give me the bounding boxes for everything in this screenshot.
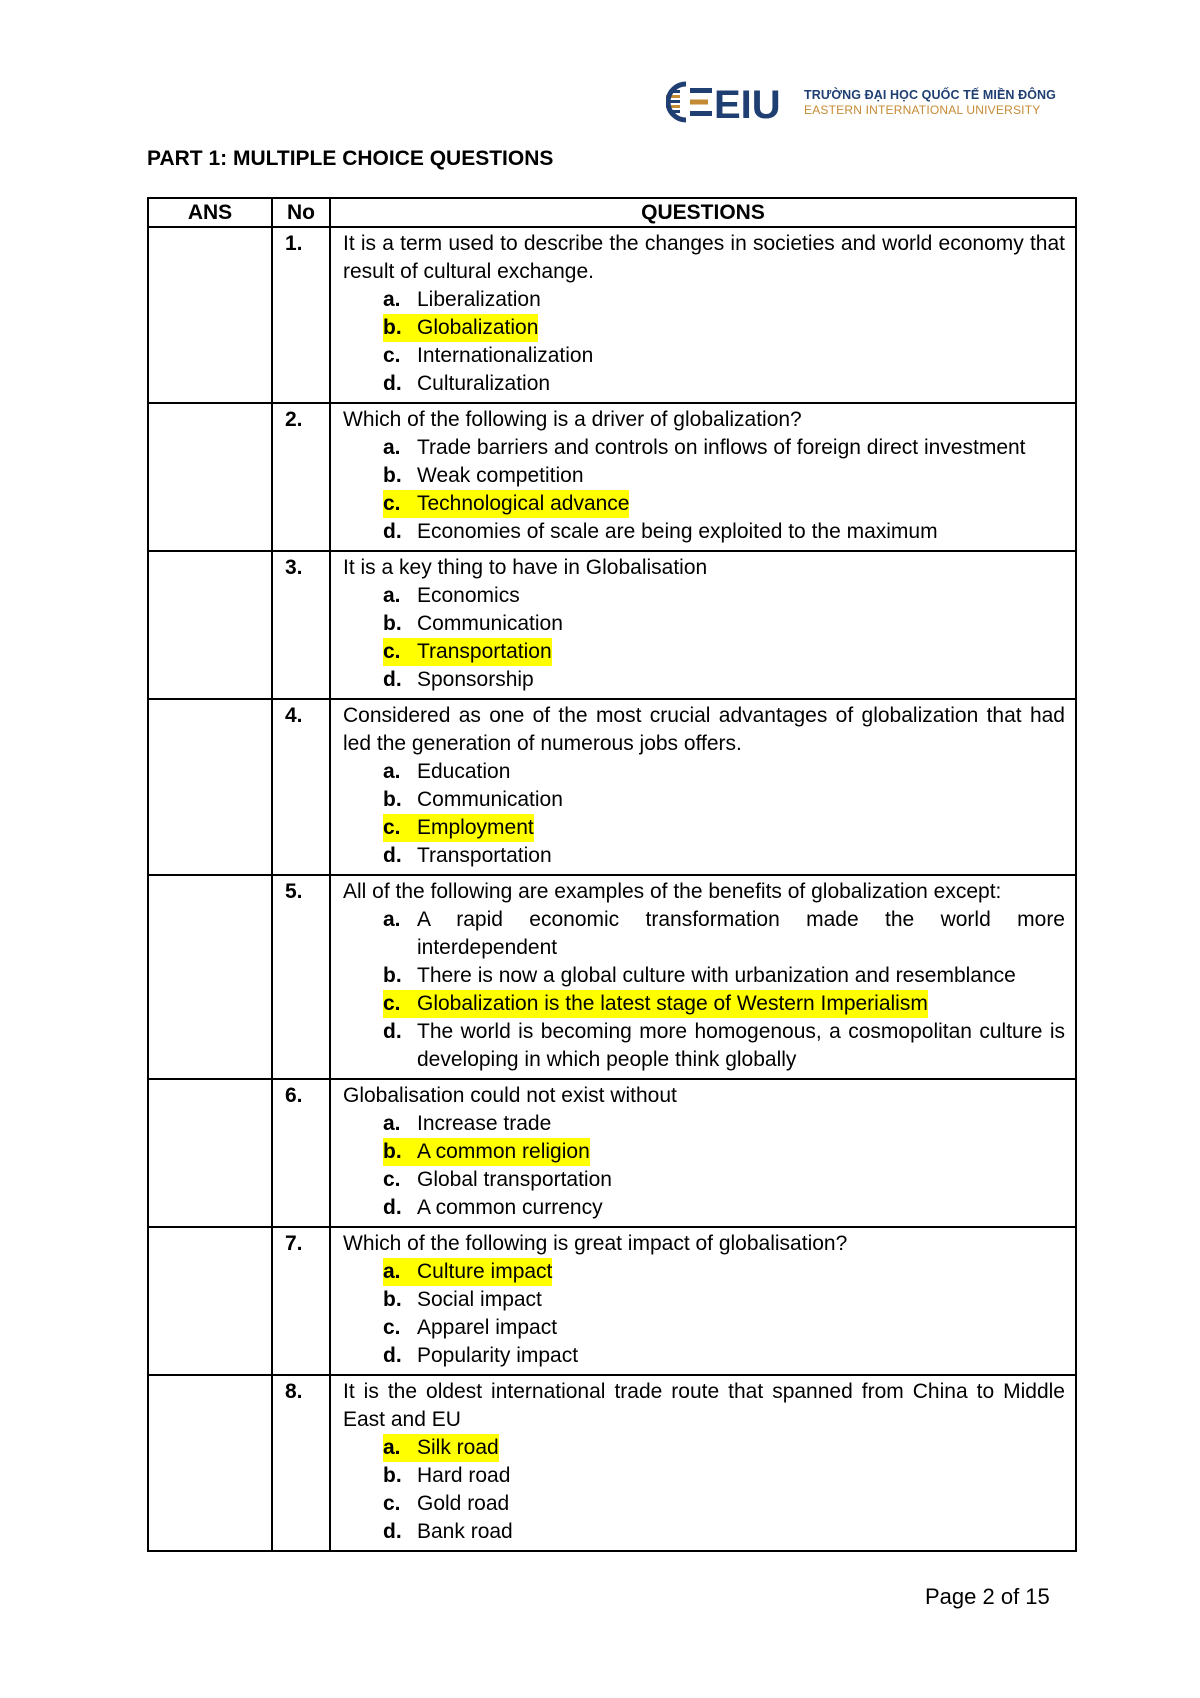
option-item — [383, 342, 1065, 370]
option-text: Social impact — [417, 1288, 542, 1311]
option-list — [343, 1110, 1065, 1222]
question-cell — [330, 1375, 1076, 1551]
option-text: Culture impact — [417, 1258, 552, 1286]
answer-cell — [148, 403, 272, 551]
question-stem: Which of the following is great impact of globalisation? — [343, 1232, 848, 1255]
part-title: PART 1: MULTIPLE CHOICE QUESTIONS — [147, 147, 554, 170]
option-item — [383, 1462, 1065, 1490]
answer-cell — [148, 699, 272, 875]
question-stem: It is a key thing to have in Globalisation — [343, 556, 708, 579]
option-item — [383, 286, 1065, 314]
question-number: 8. — [272, 1375, 330, 1551]
option-letter: d. — [383, 668, 402, 691]
option-text: Communication — [417, 612, 563, 635]
option-item — [383, 1018, 1065, 1074]
option-letter: a. — [383, 1112, 401, 1135]
option-item — [383, 906, 1065, 962]
option-text: Bank road — [417, 1520, 513, 1543]
option-item — [383, 1518, 1065, 1546]
option-text: A common religion — [417, 1138, 590, 1166]
option-letter: c. — [383, 1168, 401, 1191]
table-row — [148, 875, 1076, 1079]
option-letter: b. — [383, 964, 402, 987]
option-text: Internationalization — [417, 344, 594, 367]
option-letter: b. — [383, 612, 402, 635]
table-row — [148, 699, 1076, 875]
option-list — [343, 758, 1065, 870]
table-row — [148, 227, 1076, 403]
option-list — [343, 1434, 1065, 1546]
table-row — [148, 403, 1076, 551]
correct-option — [383, 1434, 1065, 1462]
answer-cell — [148, 1079, 272, 1227]
university-logo — [666, 80, 1056, 124]
option-list — [343, 434, 1065, 546]
option-letter: c. — [383, 638, 417, 666]
option-text: Communication — [417, 788, 563, 811]
option-letter: d. — [383, 1020, 402, 1043]
question-number: 1. — [272, 227, 330, 403]
option-letter: a. — [383, 288, 401, 311]
option-text: Education — [417, 760, 511, 783]
option-item — [383, 962, 1065, 990]
question-cell — [330, 551, 1076, 699]
option-letter: b. — [383, 1288, 402, 1311]
option-item — [383, 842, 1065, 870]
option-text: Global transportation — [417, 1168, 612, 1191]
option-text: Transportation — [417, 844, 552, 867]
question-cell — [330, 875, 1076, 1079]
table-row — [148, 551, 1076, 699]
option-letter: a. — [383, 436, 401, 459]
option-list — [343, 906, 1065, 1074]
option-text: The world is becoming more homogenous, a cosmopolitan culture is developing in which people think globally — [417, 1020, 1065, 1071]
table-row — [148, 1227, 1076, 1375]
option-item — [383, 1110, 1065, 1138]
option-letter: c. — [383, 490, 417, 518]
questions-table — [147, 197, 1077, 1552]
question-number: 5. — [272, 875, 330, 1079]
question-stem: It is a term used to describe the changes in societies and world economy that result of cultural exchange. — [343, 232, 1065, 283]
question-stem: Which of the following is a driver of globalization? — [343, 408, 802, 431]
option-item — [383, 758, 1065, 786]
option-letter: a. — [383, 1258, 417, 1286]
option-item — [383, 666, 1065, 694]
header-questions: QUESTIONS — [330, 198, 1076, 227]
correct-option — [383, 990, 1065, 1018]
question-number: 6. — [272, 1079, 330, 1227]
option-text: Transportation — [417, 638, 552, 666]
correct-option — [383, 638, 1065, 666]
option-text: Weak competition — [417, 464, 584, 487]
question-stem: Globalisation could not exist without — [343, 1084, 677, 1107]
page-number: Page 2 of 15 — [925, 1584, 1050, 1609]
option-letter: b. — [383, 788, 402, 811]
question-cell — [330, 1079, 1076, 1227]
option-list — [343, 1258, 1065, 1370]
option-letter: a. — [383, 760, 401, 783]
option-item — [383, 1194, 1065, 1222]
option-letter: b. — [383, 1138, 417, 1166]
option-text: Economies of scale are being exploited to the maximum — [417, 520, 938, 543]
option-text: A rapid economic transformation made the world more interdependent — [417, 908, 1065, 959]
option-letter: d. — [383, 520, 402, 543]
option-letter: c. — [383, 1316, 401, 1339]
option-item — [383, 786, 1065, 814]
answer-cell — [148, 1227, 272, 1375]
option-item — [383, 1342, 1065, 1370]
answer-cell — [148, 551, 272, 699]
option-text: Globalization — [417, 314, 538, 342]
option-text: Gold road — [417, 1492, 510, 1515]
answer-cell — [148, 227, 272, 403]
option-item — [383, 370, 1065, 398]
table-row — [148, 1079, 1076, 1227]
option-letter: d. — [383, 844, 402, 867]
option-text: Hard road — [417, 1464, 511, 1487]
option-text: Popularity impact — [417, 1344, 579, 1367]
option-text: There is now a global culture with urbanization and resemblance — [417, 964, 1016, 987]
option-text: Culturalization — [417, 372, 551, 395]
question-cell — [330, 699, 1076, 875]
option-item — [383, 1166, 1065, 1194]
correct-option — [383, 1138, 1065, 1166]
option-item — [383, 1490, 1065, 1518]
question-number: 2. — [272, 403, 330, 551]
option-item — [383, 434, 1065, 462]
correct-option — [383, 490, 1065, 518]
option-text: Sponsorship — [417, 668, 534, 691]
table-header-row — [148, 198, 1076, 227]
option-letter: b. — [383, 1464, 402, 1487]
option-text: A common currency — [417, 1196, 603, 1219]
question-number: 7. — [272, 1227, 330, 1375]
questions-body — [148, 227, 1076, 1551]
option-letter: c. — [383, 1492, 401, 1515]
answer-cell — [148, 1375, 272, 1551]
question-cell — [330, 1227, 1076, 1375]
option-list — [343, 582, 1065, 694]
option-letter: c. — [383, 344, 401, 367]
question-stem: Considered as one of the most crucial advantages of globalization that had led the generation of numerous jobs offers. — [343, 704, 1065, 755]
correct-option — [383, 314, 1065, 342]
option-letter: c. — [383, 990, 417, 1018]
option-item — [383, 1286, 1065, 1314]
option-text: Increase trade — [417, 1112, 552, 1135]
option-letter: c. — [383, 814, 417, 842]
option-text: Silk road — [417, 1434, 499, 1462]
option-letter: d. — [383, 1196, 402, 1219]
question-number: 4. — [272, 699, 330, 875]
correct-option — [383, 814, 1065, 842]
option-text: Globalization is the latest stage of Western Imperialism — [417, 990, 928, 1018]
university-name-en: EASTERN INTERNATIONAL UNIVERSITY — [804, 102, 1041, 117]
option-letter: b. — [383, 464, 402, 487]
option-letter: a. — [383, 908, 401, 931]
option-letter: d. — [383, 372, 402, 395]
option-letter: b. — [383, 314, 417, 342]
header-ans: ANS — [148, 198, 272, 227]
option-text: Apparel impact — [417, 1316, 558, 1339]
option-text: Economics — [417, 584, 520, 607]
option-item — [383, 582, 1065, 610]
logo-text: EIU — [714, 83, 781, 124]
question-cell — [330, 227, 1076, 403]
option-text: Employment — [417, 814, 534, 842]
correct-option — [383, 1258, 1065, 1286]
option-list — [343, 286, 1065, 398]
option-letter: d. — [383, 1520, 402, 1543]
option-letter: d. — [383, 1344, 402, 1367]
table-row — [148, 1375, 1076, 1551]
option-item — [383, 610, 1065, 638]
university-name-vn: TRƯỜNG ĐẠI HỌC QUỐC TẾ MIỀN ĐÔNG — [804, 87, 1057, 102]
option-item — [383, 518, 1065, 546]
question-cell — [330, 403, 1076, 551]
answer-cell — [148, 875, 272, 1079]
eiu-logo-icon — [666, 80, 792, 124]
question-stem: It is the oldest international trade route that spanned from China to Middle East and EU — [343, 1380, 1065, 1431]
option-text: Technological advance — [417, 490, 629, 518]
option-text: Trade barriers and controls on inflows of foreign direct investment — [417, 436, 1026, 459]
option-letter: a. — [383, 584, 401, 607]
question-stem: All of the following are examples of the benefits of globalization except: — [343, 880, 1002, 903]
question-number: 3. — [272, 551, 330, 699]
header-no: No — [272, 198, 330, 227]
option-letter: a. — [383, 1434, 417, 1462]
option-text: Liberalization — [417, 288, 541, 311]
option-item — [383, 1314, 1065, 1342]
option-item — [383, 462, 1065, 490]
